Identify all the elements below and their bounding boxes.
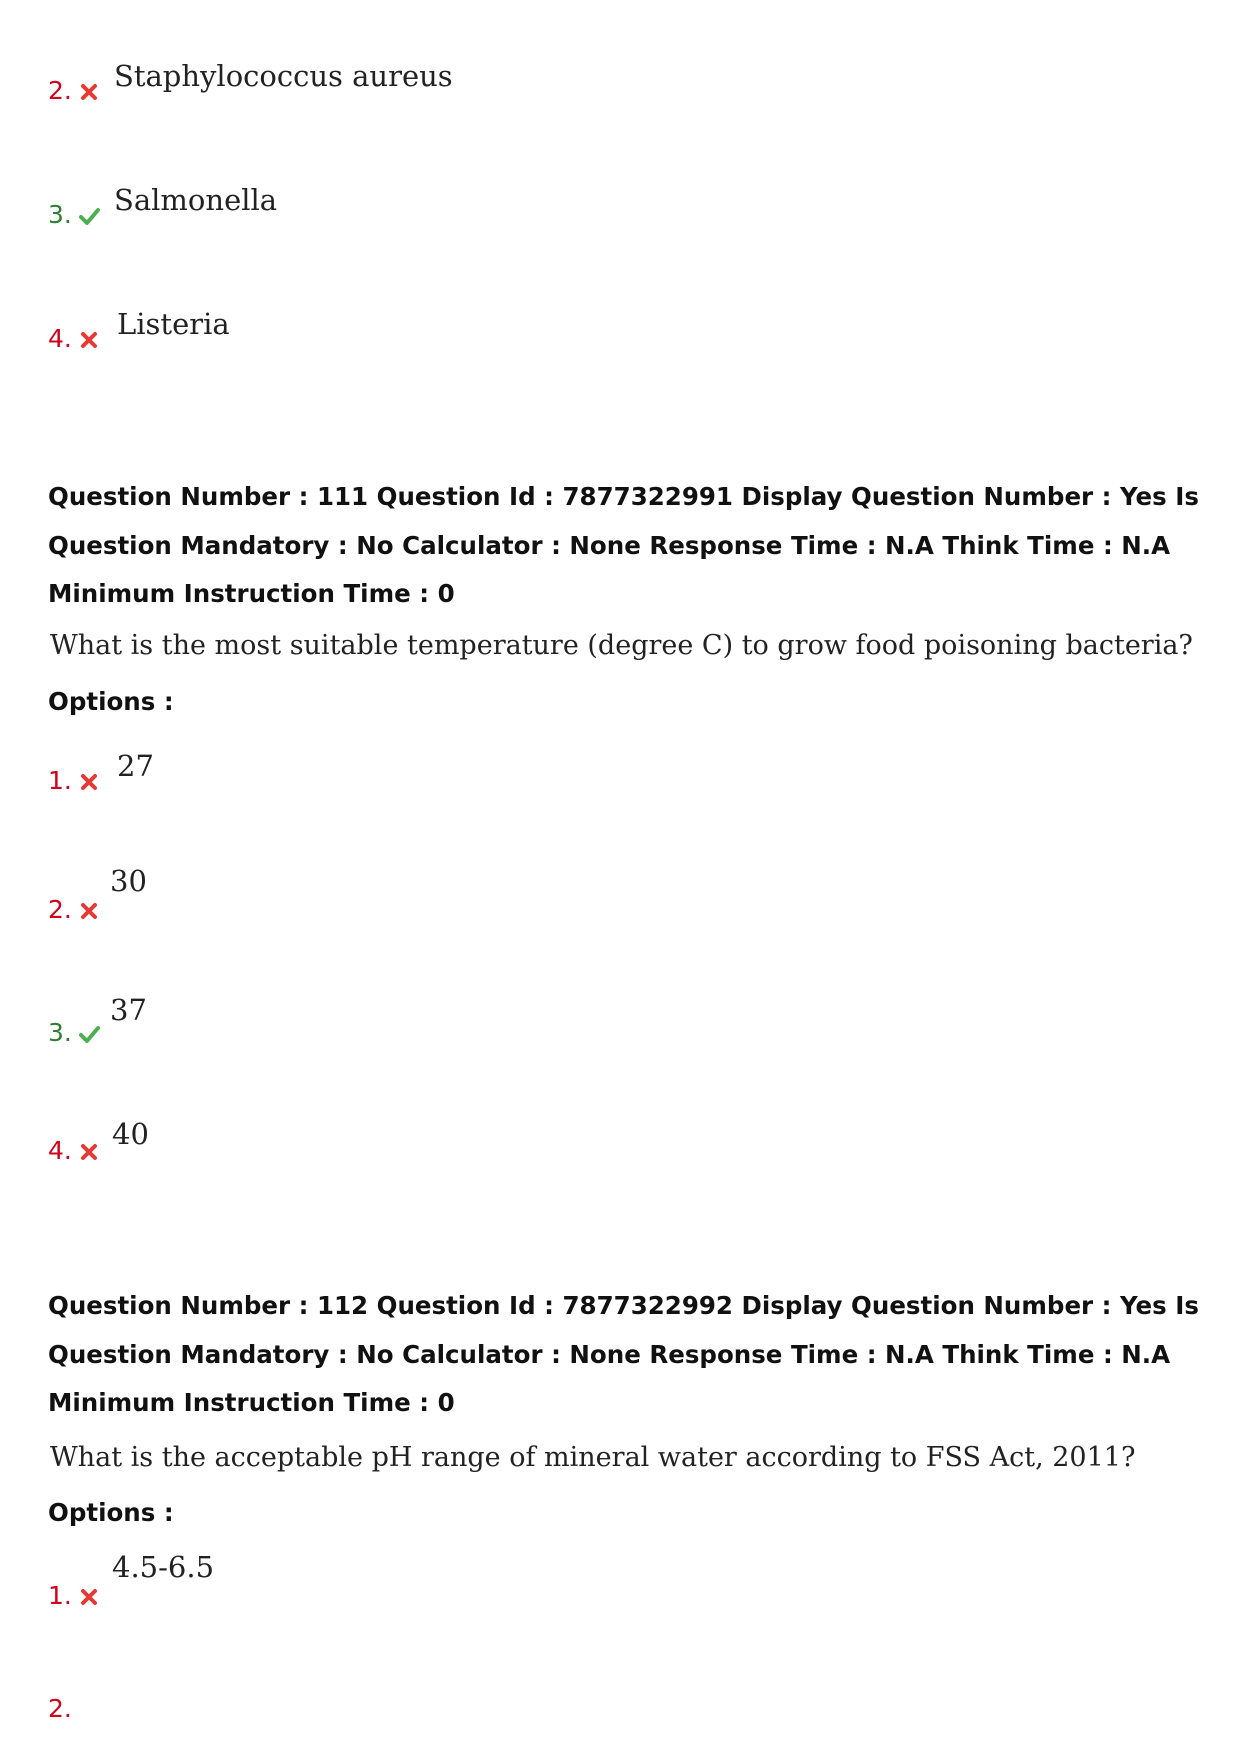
question-text: What is the most suitable temperature (degree C) to grow food poisoning bacteria? bbox=[50, 630, 1193, 661]
cross-icon bbox=[78, 771, 100, 793]
option-row bbox=[48, 1550, 948, 1619]
option-text: Staphylococcus aureus bbox=[114, 59, 453, 93]
option-row bbox=[48, 864, 948, 933]
option-row bbox=[48, 302, 948, 362]
cross-icon bbox=[78, 1586, 100, 1608]
option-row bbox=[48, 744, 948, 804]
option-number: 2. bbox=[48, 76, 72, 105]
cross-icon bbox=[78, 329, 100, 351]
option-number: 3. bbox=[48, 1018, 72, 1047]
option-text: 30 bbox=[110, 864, 147, 898]
option-text: 27 bbox=[117, 749, 154, 783]
question-meta: Question Number : 112 Question Id : 7877322992 Display Question Number : Yes Is Question Mandatory : No Calculator : None Response Time : N.A Think Time : N.A Minimum Instruction Time : 0 bbox=[48, 1291, 1199, 1417]
option-text: 40 bbox=[112, 1117, 149, 1151]
option-number: 4. bbox=[48, 324, 72, 353]
cross-icon bbox=[78, 81, 100, 103]
option-number: 1. bbox=[48, 1581, 72, 1610]
question-text: What is the acceptable pH range of mineral water according to FSS Act, 2011? bbox=[50, 1442, 1136, 1473]
options-label: Options : bbox=[48, 1498, 174, 1527]
check-icon bbox=[78, 205, 100, 227]
option-number: 2. bbox=[48, 895, 72, 924]
option-text: Listeria bbox=[117, 307, 230, 341]
cross-icon bbox=[78, 900, 100, 922]
option-number: 2. bbox=[48, 1694, 72, 1723]
options-label: Options : bbox=[48, 687, 174, 716]
option-text: 4.5-6.5 bbox=[112, 1550, 215, 1584]
option-text: Salmonella bbox=[114, 183, 278, 217]
check-icon bbox=[78, 1023, 100, 1045]
option-row bbox=[48, 178, 948, 238]
option-text: 37 bbox=[110, 993, 147, 1027]
option-row bbox=[48, 54, 948, 114]
cross-icon bbox=[78, 1141, 100, 1163]
option-number: 4. bbox=[48, 1136, 72, 1165]
option-number: 1. bbox=[48, 766, 72, 795]
question-meta: Question Number : 111 Question Id : 7877322991 Display Question Number : Yes Is Question Mandatory : No Calculator : None Response Time : N.A Think Time : N.A Minimum Instruction Time : 0 bbox=[48, 482, 1199, 608]
option-number: 3. bbox=[48, 200, 72, 229]
option-row bbox=[48, 1672, 948, 1732]
option-row bbox=[48, 1114, 948, 1174]
option-row bbox=[48, 993, 948, 1056]
